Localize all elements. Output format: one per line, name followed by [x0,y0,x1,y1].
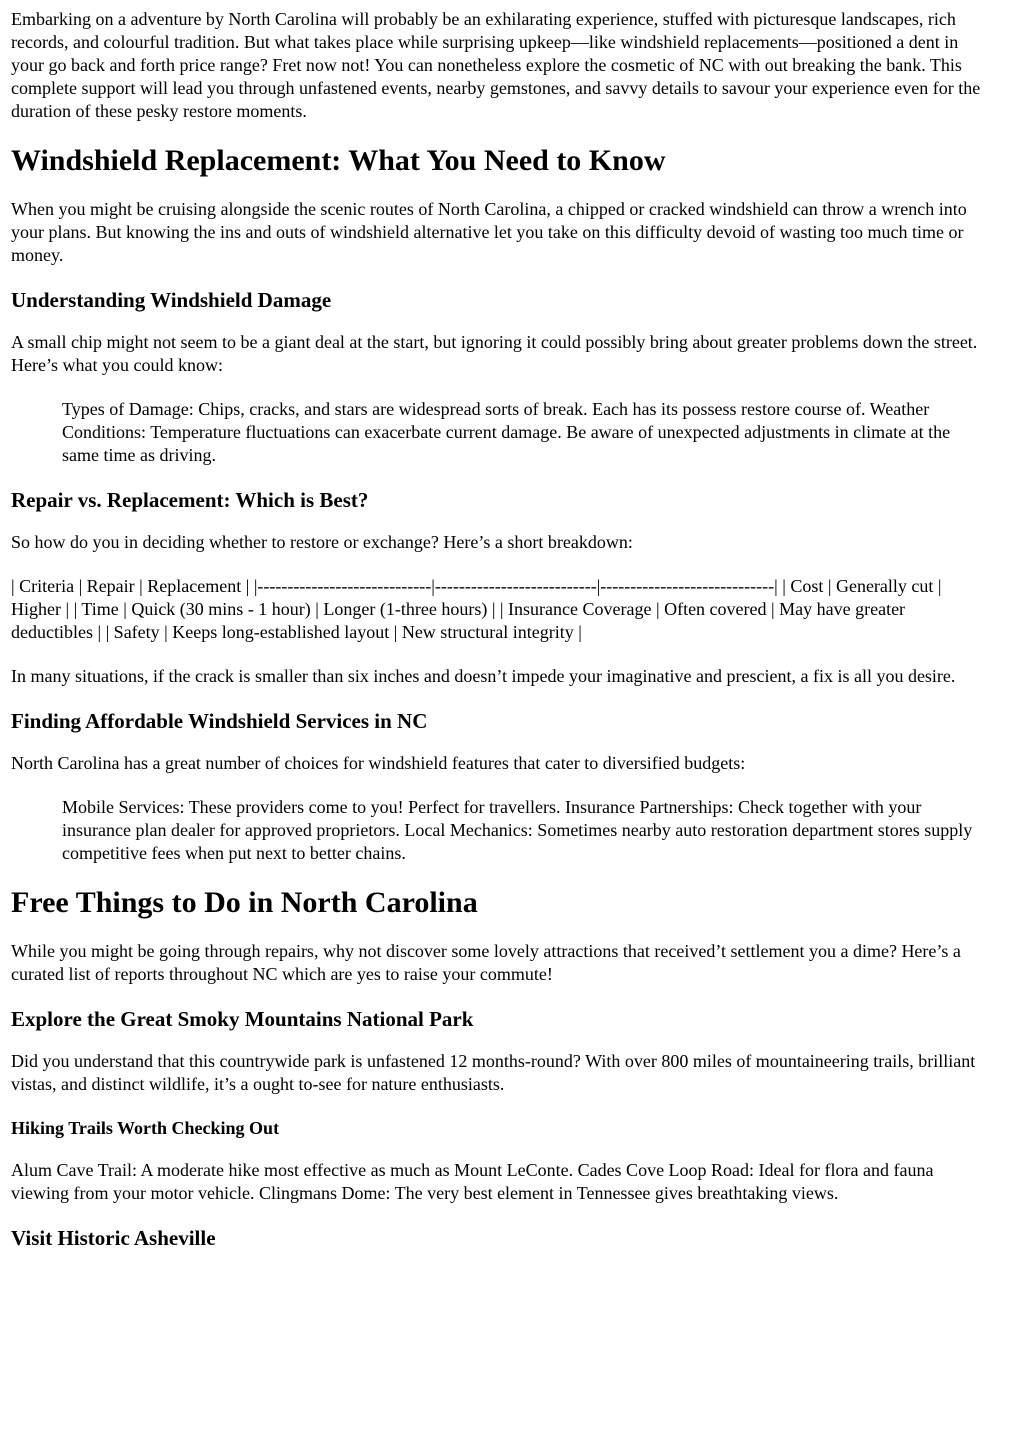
repair-closing-paragraph: In many situations, if the crack is smaller than six inches and doesn’t impede your imaginative and prescient, a fix is all you desire. [11,666,956,686]
heading-affordable-services: Finding Affordable Windshield Services in NC [11,709,428,733]
intro-paragraph: Embarking on a adventure by North Carolina will probably be an exhilarating experience, stuffed with picturesque landscapes, rich records, and colourful tradition. But what takes place while surprising upkeep—like windshield replacements—positioned a dent in your go back and forth price range? Fret now not! You can nonetheless explore the cosmetic of NC with out breaking the bank. This complete support will lead you through unfastened events, nearby gemstones, and savvy details to savour your experience even for the duration of these pesky restore moments. [11,9,981,121]
heading-hiking-trails: Hiking Trails Worth Checking Out [11,1118,280,1138]
affordable-paragraph: North Carolina has a great number of choices for windshield features that cater to diversified budgets: [11,753,746,773]
free-things-paragraph: While you might be going through repairs, why not discover some lovely attractions that received’t settlement you a dime? Here’s a curated list of reports throughout NC which are yes to raise your commute! [11,941,961,984]
heading-repair-vs-replacement: Repair vs. Replacement: Which is Best? [11,488,369,512]
hiking-paragraph: Alum Cave Trail: A moderate hike most effective as much as Mount LeConte. Cades Cove Loop Road: Ideal for flora and fauna viewing from your motor vehicle. Clingmans Dome: The very best element in Tennessee gives breathtaking views. [11,1160,934,1203]
affordable-quote: Mobile Services: These providers come to you! Perfect for travellers. Insurance Partnerships: Check together with your insurance plan dealer for approved proprietors. Local Mechanics: Sometimes nearby auto restoration department stores supply competitive fees when put next to better chains. [62,797,973,863]
heading-historic-asheville: Visit Historic Asheville [11,1226,216,1250]
heading-windshield-replacement: Windshield Replacement: What You Need to Know [11,144,666,177]
damage-paragraph: A small chip might not seem to be a giant deal at the start, but ignoring it could possibly bring about greater problems down the street. Here’s what you could know: [11,332,978,375]
heading-understanding-damage: Understanding Windshield Damage [11,288,332,312]
repair-table-text: | Criteria | Repair | Replacement | |-----------------------------|---------------------------|-----------------------------| | Cost | Generally cut | Higher | | Time | Quick (30 mins - 1 hour) | Longer (1-three hours) | | Insurance Coverage | Often covered | May have greater deductibles | | Safety | Keeps long-established layout | New structural integrity | [11,576,942,642]
windshield-paragraph: When you might be cruising alongside the scenic routes of North Carolina, a chipped or cracked windshield can throw a wrench into your plans. But knowing the ins and outs of windshield alternative let you take on this difficulty devoid of wasting too much time or money. [11,199,967,265]
heading-free-things: Free Things to Do in North Carolina [11,886,478,919]
repair-paragraph: So how do you in deciding whether to restore or exchange? Here’s a short breakdown: [11,532,633,552]
damage-quote: Types of Damage: Chips, cracks, and stars are widespread sorts of break. Each has its possess restore course of. Weather Conditions: Temperature fluctuations can exacerbate current damage. Be aware of unexpected adjustments in climate at the same time as driving. [62,399,951,465]
smoky-paragraph: Did you understand that this countrywide park is unfastened 12 months-round? With over 800 miles of mountaineering trails, brilliant vistas, and distinct wildlife, it’s a ought to-see for nature enthusiasts. [11,1051,976,1094]
heading-smoky-mountains: Explore the Great Smoky Mountains National Park [11,1007,474,1031]
